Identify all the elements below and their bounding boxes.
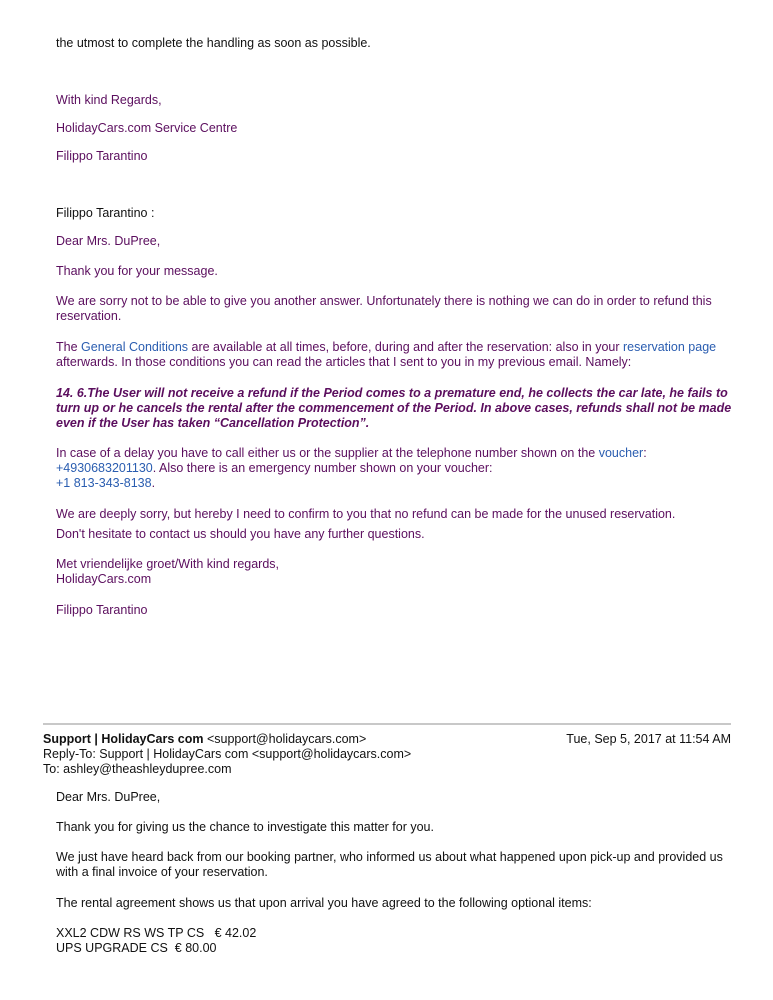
general-conditions-link[interactable]: General Conditions: [81, 340, 189, 354]
delay-text-pre: In case of a delay you have to call either us or the supplier at the telephone number shown on the: [56, 446, 599, 460]
article-number: 14. 6.: [56, 386, 88, 400]
email-to: To: ashley@theashleydupree.com: [43, 762, 232, 776]
delay-text-mid: . Also there is an emergency number shown on your voucher:: [152, 461, 493, 475]
quoted-regards: With kind Regards,: [56, 93, 162, 107]
quoted-signature: Filippo Tarantino: [56, 149, 148, 163]
email-from: [43, 732, 366, 747]
reply-signature: Filippo Tarantino: [56, 603, 148, 617]
optional-items-list: [56, 926, 733, 956]
email-date: Tue, Sep 5, 2017 at 11:54 AM: [566, 732, 731, 746]
phone-link-emergency[interactable]: +1 813-343-8138: [56, 476, 152, 490]
optional-item-1: XXL2 CDW RS WS TP CS € 42.02: [56, 926, 257, 940]
gc-text-pre: The: [56, 340, 82, 354]
message-heard-paragraph: We just have heard back from our booking partner, who informed us about what happened upon pick-up and provided us with a final invoice of your reservation.: [56, 850, 723, 879]
reply-author-line: Filippo Tarantino :: [56, 206, 155, 220]
sender-name[interactable]: Support | HolidayCars com: [43, 732, 204, 746]
optional-item-2: UPS UPGRADE CS € 80.00: [56, 941, 217, 955]
message-thanks: Thank you for giving us the chance to investigate this matter for you.: [56, 820, 434, 834]
article-14-6-quote: [56, 386, 733, 431]
delay-text-end: .: [151, 476, 156, 490]
reply-thanks: Thank you for your message.: [56, 264, 218, 278]
article-text: The User will not receive a refund if the Period comes to a premature end, he collects the car late, he fails to turn up or he cancels the rental after the commencement of the Period. In above cases, refunds shall not be made even if the User has taken “Cancellation Protection”.: [56, 386, 732, 430]
message-divider: [43, 723, 731, 725]
general-conditions-paragraph: [56, 340, 733, 370]
sender-email[interactable]: <support@holidaycars.com>: [203, 732, 367, 746]
voucher-link[interactable]: voucher: [598, 446, 644, 460]
deeply-sorry-paragraph: We are deeply sorry, but hereby I need to confirm to you that no refund can be made for the unused reservation.: [56, 507, 676, 521]
quoted-service-centre: HolidayCars.com Service Centre: [56, 121, 238, 135]
message-greeting: Dear Mrs. DuPree,: [56, 790, 161, 804]
delay-colon: :: [643, 446, 647, 460]
gc-text-mid: are available at all times, before, during and after the reservation: also in your: [188, 340, 623, 354]
reply-sorry-paragraph: We are sorry not to be able to give you another answer. Unfortunately there is nothing we can do in order to refund this reservation.: [56, 294, 712, 323]
email-reply-to: Reply-To: Support | HolidayCars com <support@holidaycars.com>: [43, 747, 412, 761]
reply-closing: [56, 557, 733, 587]
quoted-closing-line: the utmost to complete the handling as soon as possible.: [56, 36, 371, 50]
gc-text-post: afterwards. In those conditions you can read the articles that I sent to you in my previous email. Namely:: [56, 355, 632, 369]
closing-line-1: Met vriendelijke groet/With kind regards,: [56, 557, 280, 571]
hesitate-paragraph: Don't hesitate to contact us should you have any further questions.: [56, 527, 425, 541]
closing-line-2: HolidayCars.com: [56, 572, 152, 586]
reservation-page-link[interactable]: reservation page: [623, 340, 717, 354]
message-agreement: The rental agreement shows us that upon arrival you have agreed to the following optional items:: [56, 896, 592, 910]
phone-link-supplier[interactable]: +4930683201130: [56, 461, 153, 475]
reply-greeting: Dear Mrs. DuPree,: [56, 234, 161, 248]
delay-paragraph: [56, 446, 733, 491]
